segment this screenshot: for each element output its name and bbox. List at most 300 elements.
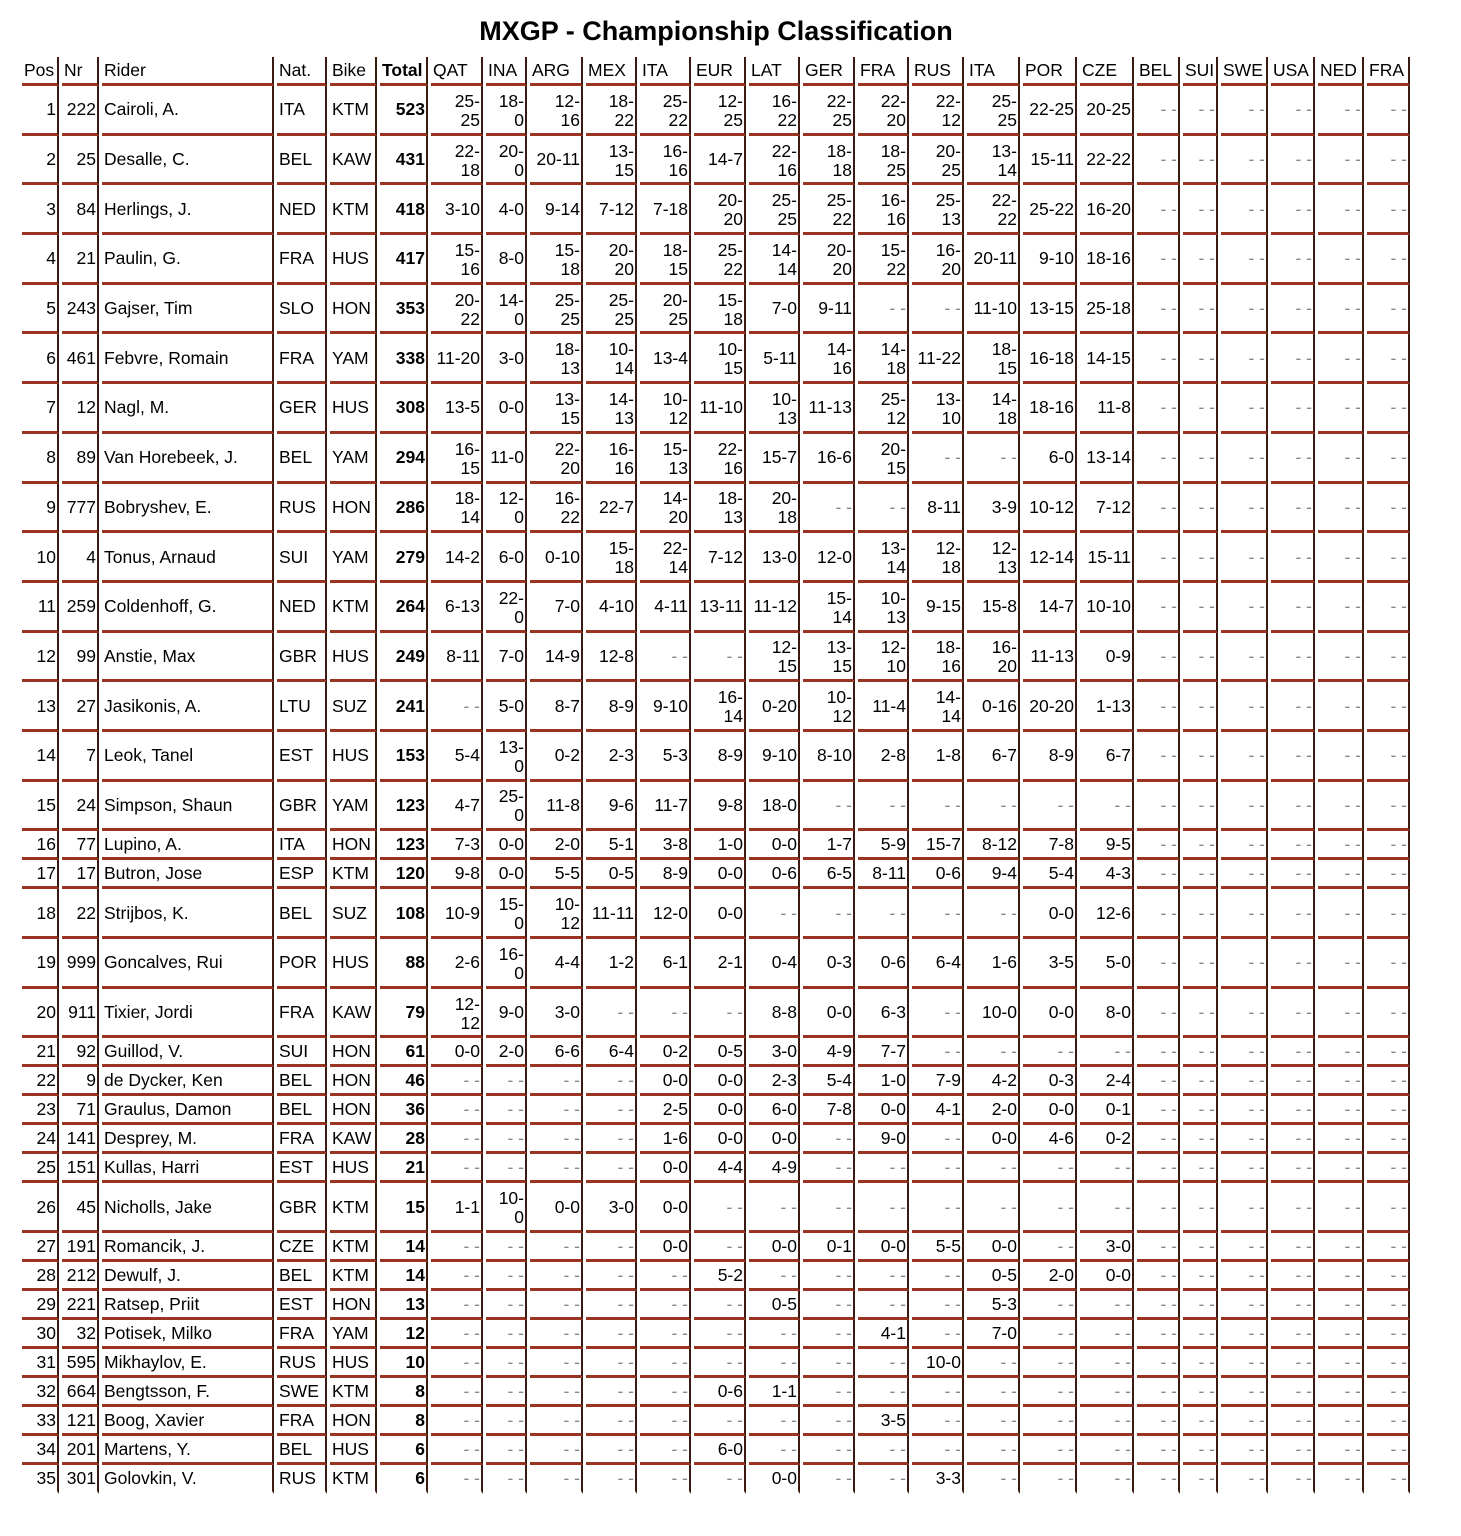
table-row[interactable] bbox=[22, 1378, 1410, 1407]
cell-nat: GBR bbox=[277, 782, 327, 832]
cell-round-result: - - bbox=[586, 1436, 637, 1465]
cell-round-result: 11-7 bbox=[640, 782, 691, 832]
column-header-round-14[interactable]: BEL bbox=[1137, 57, 1180, 86]
column-header-round-4[interactable]: MEX bbox=[586, 57, 637, 86]
column-header-round-12[interactable]: POR bbox=[1023, 57, 1077, 86]
cell-round-result: - - bbox=[1271, 860, 1315, 889]
cell-nr: 99 bbox=[62, 633, 99, 683]
cell-round-result: - - bbox=[1367, 86, 1410, 136]
cell-pos: 19 bbox=[22, 939, 59, 989]
cell-bike: HON bbox=[330, 1291, 377, 1320]
cell-round-result: 3-0 bbox=[1080, 1233, 1134, 1262]
cell-round-result: - - bbox=[1023, 1436, 1077, 1465]
cell-round-result: - - bbox=[1271, 633, 1315, 683]
cell-round-result: 14-15 bbox=[1080, 334, 1134, 384]
table-row[interactable] bbox=[22, 1067, 1410, 1096]
cell-round-result: 16- 16 bbox=[586, 434, 637, 484]
cell-nat: NED bbox=[277, 583, 327, 633]
cell-bike: HUS bbox=[330, 732, 377, 782]
cell-round-result: - - bbox=[967, 782, 1020, 832]
cell-round-result: 16-18 bbox=[1023, 334, 1077, 384]
cell-round-result: - - bbox=[1271, 1096, 1315, 1125]
cell-round-result: 0-6 bbox=[749, 860, 800, 889]
cell-nat: ITA bbox=[277, 831, 327, 860]
cell-round-result: - - bbox=[431, 682, 483, 732]
cell-round-result: 2-0 bbox=[967, 1096, 1020, 1125]
cell-round-result: 7-9 bbox=[912, 1067, 964, 1096]
cell-round-result: - - bbox=[967, 1154, 1020, 1183]
table-row[interactable] bbox=[22, 136, 1410, 186]
cell-round-result: - - bbox=[912, 782, 964, 832]
cell-round-result: - - bbox=[1318, 732, 1364, 782]
cell-round-result: - - bbox=[1271, 1262, 1315, 1291]
cell-round-result: - - bbox=[1271, 1320, 1315, 1349]
cell-round-result: - - bbox=[1023, 1465, 1077, 1494]
cell-round-result: - - bbox=[1367, 633, 1410, 683]
cell-round-result: 13-11 bbox=[694, 583, 746, 633]
column-header-nat[interactable]: Nat. bbox=[277, 57, 327, 86]
cell-bike: HUS bbox=[330, 235, 377, 285]
column-header-round-13[interactable]: CZE bbox=[1080, 57, 1134, 86]
cell-round-result: - - bbox=[749, 889, 800, 939]
table-row[interactable] bbox=[22, 732, 1410, 782]
cell-nr: 221 bbox=[62, 1291, 99, 1320]
cell-total: 249 bbox=[380, 633, 428, 683]
cell-round-result: 8-9 bbox=[640, 860, 691, 889]
cell-round-result: 13-14 bbox=[1080, 434, 1134, 484]
cell-round-result: 5-4 bbox=[803, 1067, 855, 1096]
table-row[interactable] bbox=[22, 334, 1410, 384]
cell-round-result: - - bbox=[967, 1378, 1020, 1407]
cell-nat: FRA bbox=[277, 1320, 327, 1349]
cell-round-result: 16- 16 bbox=[858, 185, 909, 235]
cell-round-result: - - bbox=[1137, 1291, 1180, 1320]
cell-round-result: - - bbox=[1137, 533, 1180, 583]
cell-round-result: 3-0 bbox=[486, 334, 527, 384]
cell-pos: 8 bbox=[22, 434, 59, 484]
cell-rider: Bengtsson, F. bbox=[102, 1378, 274, 1407]
cell-round-result: 0-0 bbox=[486, 831, 527, 860]
cell-nr: 259 bbox=[62, 583, 99, 633]
cell-round-result: - - bbox=[1137, 860, 1180, 889]
cell-round-result: 7-7 bbox=[858, 1038, 909, 1067]
table-row[interactable] bbox=[22, 484, 1410, 534]
cell-round-result: 5-1 bbox=[586, 831, 637, 860]
cell-round-result: - - bbox=[530, 1378, 583, 1407]
cell-round-result: 13- 14 bbox=[967, 136, 1020, 186]
cell-round-result: - - bbox=[1318, 235, 1364, 285]
table-row[interactable] bbox=[22, 285, 1410, 335]
cell-nat: SWE bbox=[277, 1378, 327, 1407]
table-row[interactable] bbox=[22, 1407, 1410, 1436]
cell-round-result: 3-0 bbox=[749, 1038, 800, 1067]
cell-round-result: - - bbox=[1183, 1038, 1218, 1067]
column-header-round-15[interactable]: SUI bbox=[1183, 57, 1218, 86]
cell-round-result: - - bbox=[1080, 1320, 1134, 1349]
cell-round-result: - - bbox=[1318, 185, 1364, 235]
cell-round-result: 22- 16 bbox=[749, 136, 800, 186]
cell-round-result: 4-3 bbox=[1080, 860, 1134, 889]
cell-round-result: 5-2 bbox=[694, 1262, 746, 1291]
table-row[interactable] bbox=[22, 1291, 1410, 1320]
table-row[interactable] bbox=[22, 1183, 1410, 1233]
cell-round-result: 4-4 bbox=[694, 1154, 746, 1183]
cell-pos: 10 bbox=[22, 533, 59, 583]
cell-round-result: 2-3 bbox=[586, 732, 637, 782]
cell-nr: 84 bbox=[62, 185, 99, 235]
table-row[interactable] bbox=[22, 1262, 1410, 1291]
cell-bike: HON bbox=[330, 1067, 377, 1096]
cell-round-result: - - bbox=[1271, 1465, 1315, 1494]
cell-round-result: 1-8 bbox=[912, 732, 964, 782]
cell-round-result: 0-5 bbox=[694, 1038, 746, 1067]
table-row[interactable] bbox=[22, 1154, 1410, 1183]
cell-round-result: 14- 14 bbox=[749, 235, 800, 285]
cell-nr: 911 bbox=[62, 989, 99, 1039]
cell-round-result: - - bbox=[1367, 1465, 1410, 1494]
cell-round-result: 18- 15 bbox=[967, 334, 1020, 384]
cell-round-result: - - bbox=[1271, 782, 1315, 832]
column-header-round-16[interactable]: SWE bbox=[1221, 57, 1268, 86]
cell-nat: RUS bbox=[277, 1349, 327, 1378]
column-header-round-19[interactable]: FRA bbox=[1367, 57, 1410, 86]
column-header-round-17[interactable]: USA bbox=[1271, 57, 1315, 86]
column-header-bike[interactable]: Bike bbox=[330, 57, 377, 86]
cell-round-result: 22- 18 bbox=[431, 136, 483, 186]
cell-round-result: 7-3 bbox=[431, 831, 483, 860]
cell-rider: Butron, Jose bbox=[102, 860, 274, 889]
cell-round-result: - - bbox=[1137, 583, 1180, 633]
cell-total: 46 bbox=[380, 1067, 428, 1096]
cell-total: 108 bbox=[380, 889, 428, 939]
cell-round-result: 7-12 bbox=[586, 185, 637, 235]
cell-rider: Boog, Xavier bbox=[102, 1407, 274, 1436]
column-header-round-5[interactable]: ITA bbox=[640, 57, 691, 86]
cell-round-result: - - bbox=[431, 1407, 483, 1436]
cell-round-result: - - bbox=[1183, 1154, 1218, 1183]
cell-round-result: 12-6 bbox=[1080, 889, 1134, 939]
cell-round-result: 9-10 bbox=[1023, 235, 1077, 285]
cell-round-result: 18- 0 bbox=[486, 86, 527, 136]
cell-total: 120 bbox=[380, 860, 428, 889]
column-header-round-11[interactable]: ITA bbox=[967, 57, 1020, 86]
cell-round-result: - - bbox=[1271, 1038, 1315, 1067]
cell-round-result: - - bbox=[1183, 1183, 1218, 1233]
cell-round-result: 25- 25 bbox=[967, 86, 1020, 136]
cell-round-result: 1-0 bbox=[858, 1067, 909, 1096]
cell-round-result: - - bbox=[1367, 1233, 1410, 1262]
cell-round-result: 8-12 bbox=[967, 831, 1020, 860]
cell-round-result: 22-25 bbox=[1023, 86, 1077, 136]
cell-pos: 30 bbox=[22, 1320, 59, 1349]
cell-round-result: - - bbox=[1271, 185, 1315, 235]
cell-round-result: 0-16 bbox=[967, 682, 1020, 732]
cell-rider: Dewulf, J. bbox=[102, 1262, 274, 1291]
cell-round-result: 5-3 bbox=[640, 732, 691, 782]
cell-round-result: - - bbox=[486, 1233, 527, 1262]
cell-round-result: 7-12 bbox=[694, 533, 746, 583]
cell-pos: 18 bbox=[22, 889, 59, 939]
cell-round-result: 0-3 bbox=[1023, 1067, 1077, 1096]
column-header-round-18[interactable]: NED bbox=[1318, 57, 1364, 86]
cell-round-result: - - bbox=[1367, 136, 1410, 186]
cell-round-result: - - bbox=[1137, 434, 1180, 484]
cell-round-result: - - bbox=[1318, 1096, 1364, 1125]
cell-bike: KTM bbox=[330, 860, 377, 889]
table-body bbox=[22, 86, 1410, 1494]
cell-round-result: - - bbox=[912, 1320, 964, 1349]
table-row[interactable] bbox=[22, 633, 1410, 683]
cell-round-result: - - bbox=[1318, 939, 1364, 989]
cell-total: 12 bbox=[380, 1320, 428, 1349]
cell-nr: 24 bbox=[62, 782, 99, 832]
table-row[interactable] bbox=[22, 1125, 1410, 1154]
cell-round-result: - - bbox=[749, 1436, 800, 1465]
cell-round-result: 2-8 bbox=[858, 732, 909, 782]
cell-round-result: 4-1 bbox=[858, 1320, 909, 1349]
cell-round-result: 1-6 bbox=[640, 1125, 691, 1154]
cell-pos: 20 bbox=[22, 989, 59, 1039]
table-row[interactable] bbox=[22, 831, 1410, 860]
cell-round-result: 1-0 bbox=[694, 831, 746, 860]
column-header-rider[interactable]: Rider bbox=[102, 57, 274, 86]
cell-round-result: 15- 18 bbox=[530, 235, 583, 285]
cell-pos: 17 bbox=[22, 860, 59, 889]
table-row[interactable] bbox=[22, 185, 1410, 235]
cell-round-result: - - bbox=[1271, 1233, 1315, 1262]
cell-round-result: - - bbox=[1318, 1291, 1364, 1320]
cell-round-result: 10- 0 bbox=[486, 1183, 527, 1233]
cell-round-result: - - bbox=[1367, 185, 1410, 235]
cell-round-result: 18- 16 bbox=[912, 633, 964, 683]
cell-round-result: - - bbox=[486, 1349, 527, 1378]
cell-round-result: - - bbox=[1080, 1349, 1134, 1378]
column-header-nr[interactable]: Nr bbox=[62, 57, 99, 86]
cell-round-result: 18-16 bbox=[1023, 384, 1077, 434]
cell-round-result: 25- 25 bbox=[749, 185, 800, 235]
cell-round-result: - - bbox=[1137, 1349, 1180, 1378]
cell-round-result: - - bbox=[1221, 285, 1268, 335]
table-row[interactable] bbox=[22, 939, 1410, 989]
cell-round-result: - - bbox=[431, 1125, 483, 1154]
cell-round-result: 14-7 bbox=[694, 136, 746, 186]
cell-round-result: 11-8 bbox=[530, 782, 583, 832]
cell-round-result: 4-0 bbox=[486, 185, 527, 235]
cell-round-result: - - bbox=[1367, 1067, 1410, 1096]
column-header-round-3[interactable]: ARG bbox=[530, 57, 583, 86]
cell-round-result: 0-0 bbox=[640, 1233, 691, 1262]
cell-round-result: 10- 13 bbox=[858, 583, 909, 633]
table-row[interactable] bbox=[22, 583, 1410, 633]
cell-round-result: - - bbox=[586, 989, 637, 1039]
cell-round-result: - - bbox=[1367, 1096, 1410, 1125]
table-row[interactable] bbox=[22, 1320, 1410, 1349]
column-header-pos[interactable]: Pos bbox=[22, 57, 59, 86]
table-row[interactable] bbox=[22, 1465, 1410, 1494]
column-header-round-2[interactable]: INA bbox=[486, 57, 527, 86]
cell-round-result: - - bbox=[1367, 682, 1410, 732]
cell-pos: 28 bbox=[22, 1262, 59, 1291]
cell-nat: EST bbox=[277, 1291, 327, 1320]
cell-round-result: 13- 0 bbox=[486, 732, 527, 782]
cell-round-result: - - bbox=[1367, 434, 1410, 484]
cell-pos: 3 bbox=[22, 185, 59, 235]
cell-round-result: - - bbox=[1318, 860, 1364, 889]
cell-round-result: - - bbox=[1183, 682, 1218, 732]
cell-round-result: - - bbox=[530, 1125, 583, 1154]
cell-round-result: - - bbox=[803, 1349, 855, 1378]
cell-round-result: 11-20 bbox=[431, 334, 483, 384]
table-row[interactable] bbox=[22, 533, 1410, 583]
cell-pos: 27 bbox=[22, 1233, 59, 1262]
table-row[interactable] bbox=[22, 860, 1410, 889]
cell-round-result: 22- 20 bbox=[858, 86, 909, 136]
cell-round-result: - - bbox=[1318, 1378, 1364, 1407]
cell-round-result: 9-14 bbox=[530, 185, 583, 235]
cell-round-result: 0-0 bbox=[749, 1233, 800, 1262]
cell-nr: 151 bbox=[62, 1154, 99, 1183]
cell-round-result: - - bbox=[1318, 533, 1364, 583]
cell-round-result: 9-10 bbox=[640, 682, 691, 732]
cell-round-result: 15- 14 bbox=[803, 583, 855, 633]
table-row[interactable] bbox=[22, 434, 1410, 484]
cell-round-result: 9-4 bbox=[967, 860, 1020, 889]
cell-round-result: - - bbox=[1221, 1183, 1268, 1233]
cell-round-result: - - bbox=[1221, 1096, 1268, 1125]
table-row[interactable] bbox=[22, 86, 1410, 136]
cell-round-result: - - bbox=[1271, 1291, 1315, 1320]
cell-round-result: 2-6 bbox=[431, 939, 483, 989]
table-row[interactable] bbox=[22, 989, 1410, 1039]
cell-round-result: - - bbox=[1183, 86, 1218, 136]
page-title: MXGP - Championship Classification bbox=[479, 16, 953, 46]
cell-round-result: 6-1 bbox=[640, 939, 691, 989]
cell-round-result: 18- 25 bbox=[858, 136, 909, 186]
cell-round-result: - - bbox=[1367, 1349, 1410, 1378]
cell-total: 79 bbox=[380, 989, 428, 1039]
header-row bbox=[22, 57, 1410, 86]
cell-pos: 5 bbox=[22, 285, 59, 335]
cell-round-result: - - bbox=[694, 1291, 746, 1320]
cell-round-result: - - bbox=[1367, 1038, 1410, 1067]
cell-round-result: - - bbox=[1367, 1262, 1410, 1291]
cell-round-result: 0-0 bbox=[1023, 1096, 1077, 1125]
cell-round-result: 25- 12 bbox=[858, 384, 909, 434]
cell-round-result: 12-14 bbox=[1023, 533, 1077, 583]
cell-round-result: - - bbox=[1183, 1233, 1218, 1262]
cell-nat: SUI bbox=[277, 1038, 327, 1067]
cell-round-result: 20- 22 bbox=[431, 285, 483, 335]
cell-round-result: - - bbox=[586, 1262, 637, 1291]
cell-round-result: 15- 0 bbox=[486, 889, 527, 939]
cell-round-result: 7-0 bbox=[530, 583, 583, 633]
table-row[interactable] bbox=[22, 1038, 1410, 1067]
cell-pos: 25 bbox=[22, 1154, 59, 1183]
cell-round-result: - - bbox=[1271, 1125, 1315, 1154]
column-header-round-8[interactable]: GER bbox=[803, 57, 855, 86]
cell-round-result: - - bbox=[1183, 185, 1218, 235]
cell-round-result: - - bbox=[1367, 1407, 1410, 1436]
cell-round-result: - - bbox=[694, 1349, 746, 1378]
cell-round-result: 2-4 bbox=[1080, 1067, 1134, 1096]
cell-round-result: - - bbox=[530, 1262, 583, 1291]
column-header-round-6[interactable]: EUR bbox=[694, 57, 746, 86]
table-row[interactable] bbox=[22, 384, 1410, 434]
cell-round-result: 6-6 bbox=[530, 1038, 583, 1067]
cell-bike: YAM bbox=[330, 334, 377, 384]
cell-round-result: 3-0 bbox=[530, 989, 583, 1039]
cell-nr: 25 bbox=[62, 136, 99, 186]
column-header-round-9[interactable]: FRA bbox=[858, 57, 909, 86]
cell-rider: Gajser, Tim bbox=[102, 285, 274, 335]
cell-round-result: 6-7 bbox=[967, 732, 1020, 782]
cell-round-result: 4-2 bbox=[967, 1067, 1020, 1096]
cell-round-result: - - bbox=[431, 1465, 483, 1494]
cell-round-result: - - bbox=[1271, 86, 1315, 136]
cell-bike: KAW bbox=[330, 136, 377, 186]
table-row[interactable] bbox=[22, 1349, 1410, 1378]
cell-round-result: 22- 14 bbox=[640, 533, 691, 583]
cell-round-result: 0-0 bbox=[694, 889, 746, 939]
cell-round-result: - - bbox=[694, 1183, 746, 1233]
cell-rider: Tixier, Jordi bbox=[102, 989, 274, 1039]
table-row[interactable] bbox=[22, 682, 1410, 732]
cell-round-result: - - bbox=[1023, 1291, 1077, 1320]
table-row[interactable] bbox=[22, 1096, 1410, 1125]
table-row[interactable] bbox=[22, 1436, 1410, 1465]
cell-round-result: - - bbox=[1221, 136, 1268, 186]
cell-round-result: 0-3 bbox=[803, 939, 855, 989]
cell-nat: BEL bbox=[277, 434, 327, 484]
cell-round-result: - - bbox=[1183, 782, 1218, 832]
cell-round-result: 1-7 bbox=[803, 831, 855, 860]
table-row[interactable] bbox=[22, 889, 1410, 939]
cell-bike: HON bbox=[330, 1096, 377, 1125]
column-header-round-10[interactable]: RUS bbox=[912, 57, 964, 86]
cell-round-result: - - bbox=[1183, 1067, 1218, 1096]
cell-round-result: - - bbox=[1221, 682, 1268, 732]
cell-round-result: - - bbox=[858, 285, 909, 335]
cell-round-result: - - bbox=[1318, 633, 1364, 683]
cell-nr: 22 bbox=[62, 889, 99, 939]
cell-round-result: - - bbox=[1271, 235, 1315, 285]
cell-round-result: 14-7 bbox=[1023, 583, 1077, 633]
cell-round-result: - - bbox=[1271, 831, 1315, 860]
cell-round-result: - - bbox=[1318, 989, 1364, 1039]
table-row[interactable] bbox=[22, 235, 1410, 285]
cell-round-result: - - bbox=[858, 1154, 909, 1183]
cell-round-result: - - bbox=[1137, 1407, 1180, 1436]
column-header-round-1[interactable]: QAT bbox=[431, 57, 483, 86]
cell-bike: HON bbox=[330, 1407, 377, 1436]
cell-round-result: 3-5 bbox=[1023, 939, 1077, 989]
column-header-total[interactable]: Total bbox=[380, 57, 428, 86]
cell-round-result: 8-9 bbox=[1023, 732, 1077, 782]
cell-round-result: - - bbox=[1023, 1407, 1077, 1436]
table-row[interactable] bbox=[22, 1233, 1410, 1262]
cell-nat: BEL bbox=[277, 1096, 327, 1125]
cell-round-result: - - bbox=[1271, 285, 1315, 335]
column-header-round-7[interactable]: LAT bbox=[749, 57, 800, 86]
cell-round-result: 12- 10 bbox=[858, 633, 909, 683]
cell-total: 279 bbox=[380, 533, 428, 583]
cell-pos: 16 bbox=[22, 831, 59, 860]
cell-round-result: - - bbox=[431, 1067, 483, 1096]
cell-nat: GER bbox=[277, 384, 327, 434]
table-row[interactable] bbox=[22, 782, 1410, 832]
cell-round-result: - - bbox=[586, 1349, 637, 1378]
cell-round-result: - - bbox=[586, 1125, 637, 1154]
